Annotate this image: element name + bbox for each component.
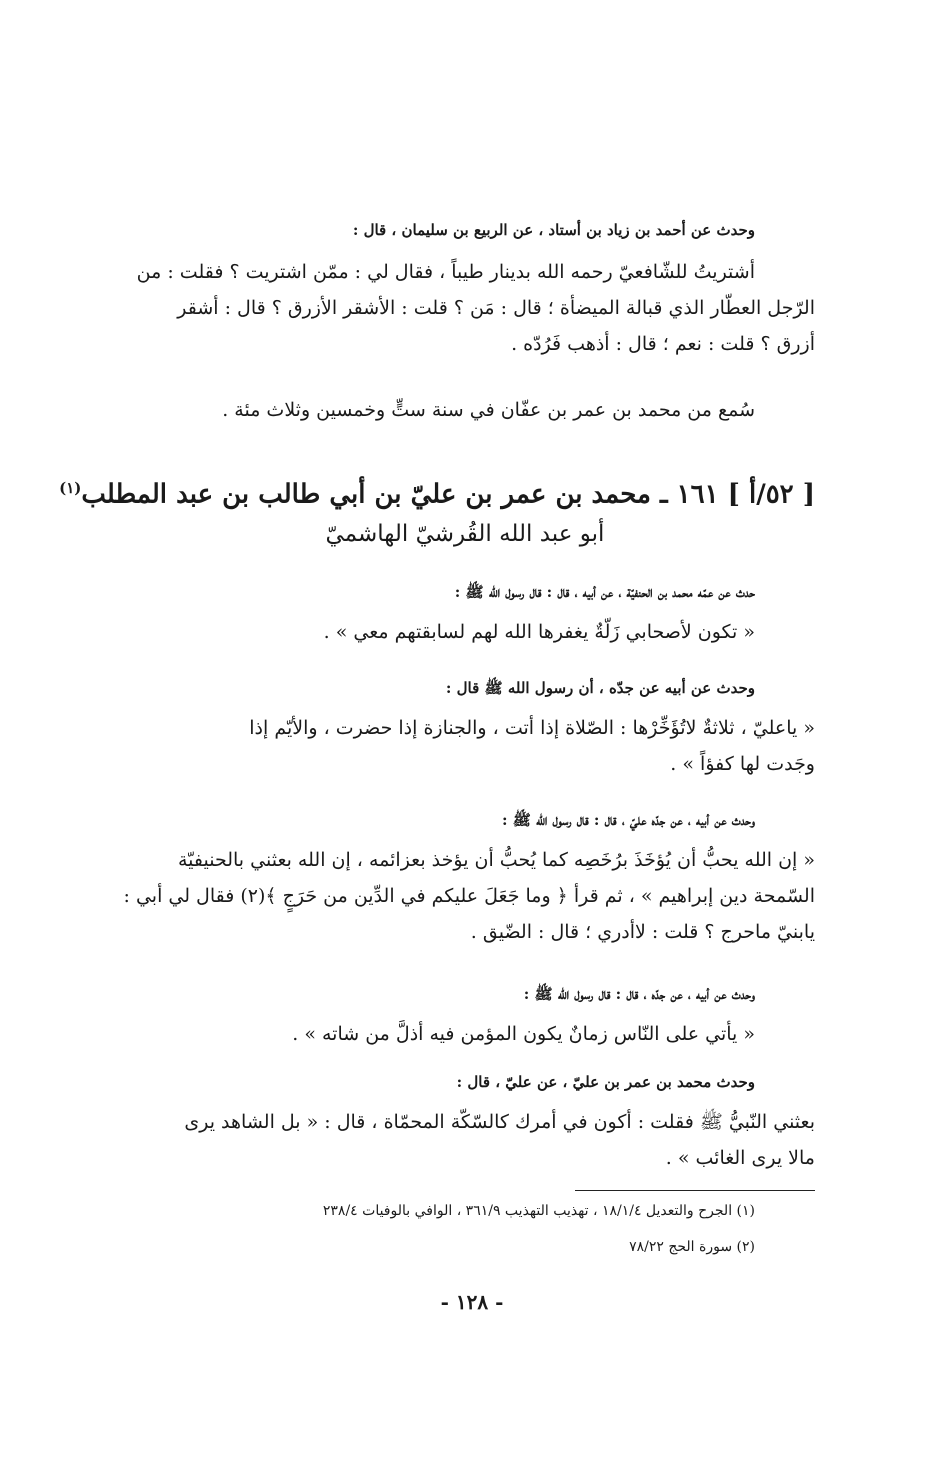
footnotes bbox=[115, 1200, 815, 1258]
text-line: سُمع من محمد بن عمر بن عفّان في سنة ستٍّ وخمسين وثلاث مئة . bbox=[222, 399, 755, 421]
book-page bbox=[59, 0, 815, 1475]
hadith-text bbox=[115, 1104, 815, 1176]
footnote-ref: (١) bbox=[59, 479, 82, 497]
biography-heading bbox=[59, 468, 815, 515]
text-line: وجَدت لها كفؤاً » . bbox=[670, 753, 815, 775]
text-line: الرّجل العطّار الذي قبالة الميضأة ؛ قال : مَن ؟ قلت : الأشقر الأزرق ؟ قال : أشقر bbox=[177, 297, 815, 319]
footnote: (١) الجرح والتعديل ١٨/١/٤ ، تهذيب التهذيب ٣٦١/٩ ، الوافي بالوفيات ٢٣٨/٤ bbox=[322, 1203, 755, 1219]
footnote: (٢) سورة الحج ٧٨/٢٢ bbox=[629, 1239, 755, 1255]
biography-subtitle: أبو عبد الله القُرشيّ الهاشميّ bbox=[325, 521, 605, 547]
isnad-line: وحدث عن أبيه عن جدّه ، أن رسول الله ﷺ قال : bbox=[445, 679, 755, 697]
isnad-line: وحدث عن أبيه ، عن جدّه ، قال : قال رسول الله ﷺ : bbox=[523, 985, 755, 1003]
hadith-text bbox=[115, 1016, 815, 1052]
hadith-text bbox=[115, 614, 815, 650]
text-line: « ياعليّ ، ثلاثةٌ لاتُؤَخِّرْها : الصّلاة إذا أتت ، والجنازة إذا حضرت ، والأيّم إذا bbox=[249, 717, 815, 739]
text-line: « يأتي على النّاس زمانٌ يكون المؤمن فيه أذلَّ من شاته » . bbox=[292, 1023, 755, 1045]
text-line: السّمحة دين إبراهيم » ، ثم قرأ ﴿ وما جَعَلَ عليكم في الدِّين من حَرَجٍ ﴾(٢) فقال لي أبي : bbox=[123, 885, 815, 907]
isnad-line: وحدث عن أبيه ، عن جدّه عليّ ، قال : قال رسول الله ﷺ : bbox=[502, 811, 755, 829]
footnote-divider bbox=[575, 1190, 815, 1191]
page-number: - ١٢٨ - bbox=[440, 1290, 504, 1314]
biography-title: ١٦١ ـ محمد بن عمر بن عليّ بن أبي طالب بن عبد المطلب bbox=[81, 479, 719, 510]
folio-marker: [ ٥٢/أ ] bbox=[727, 479, 815, 510]
hadith-text bbox=[115, 710, 815, 782]
text-paragraph bbox=[115, 392, 815, 428]
text-paragraph bbox=[115, 254, 815, 362]
isnad-line: وحدث محمد بن عمر بن عليّ ، عن عليّ ، قال : bbox=[456, 1073, 755, 1091]
hadith-text bbox=[115, 842, 815, 950]
text-line: مالا يرى الغائب » . bbox=[665, 1147, 815, 1169]
isnad-line: حدث عن عمّه محمد بن الحنفيّة ، عن أبيه ، قال : قال رسول الله ﷺ : bbox=[454, 583, 755, 601]
isnad-line: وحدث عن أحمد بن زياد بن أستاد ، عن الربيع بن سليمان ، قال : bbox=[352, 221, 755, 239]
text-line: يابنيّ ماحرج ؟ قلت : لاأدري ؛ قال : الضّيق . bbox=[470, 921, 815, 943]
text-line: « تكون لأصحابي زَلّةٌ يغفرها الله لهم لسابقتهم معي » . bbox=[323, 621, 755, 643]
text-line: أزرق ؟ قلت : نعم ؛ قال : أذهب فَرُدّه . bbox=[511, 333, 815, 355]
text-line: بعثني النّبيُّ ﷺ فقلت : أكون في أمرك كالسّكّة المحمّاة ، قال : « بل الشاهد يرى bbox=[184, 1111, 815, 1133]
text-line: أشتريتُ للشّافعيّ رحمه الله بدينار طيباً ، فقال لي : ممّن اشتريت ؟ فقلت : من bbox=[136, 261, 755, 283]
text-line: « إن الله يحبُّ أن يُؤخَذَ برُخَصِه كما يُحبُّ أن يؤخذ بعزائمه ، إن الله بعثني بالحنيفيّة bbox=[177, 849, 815, 871]
